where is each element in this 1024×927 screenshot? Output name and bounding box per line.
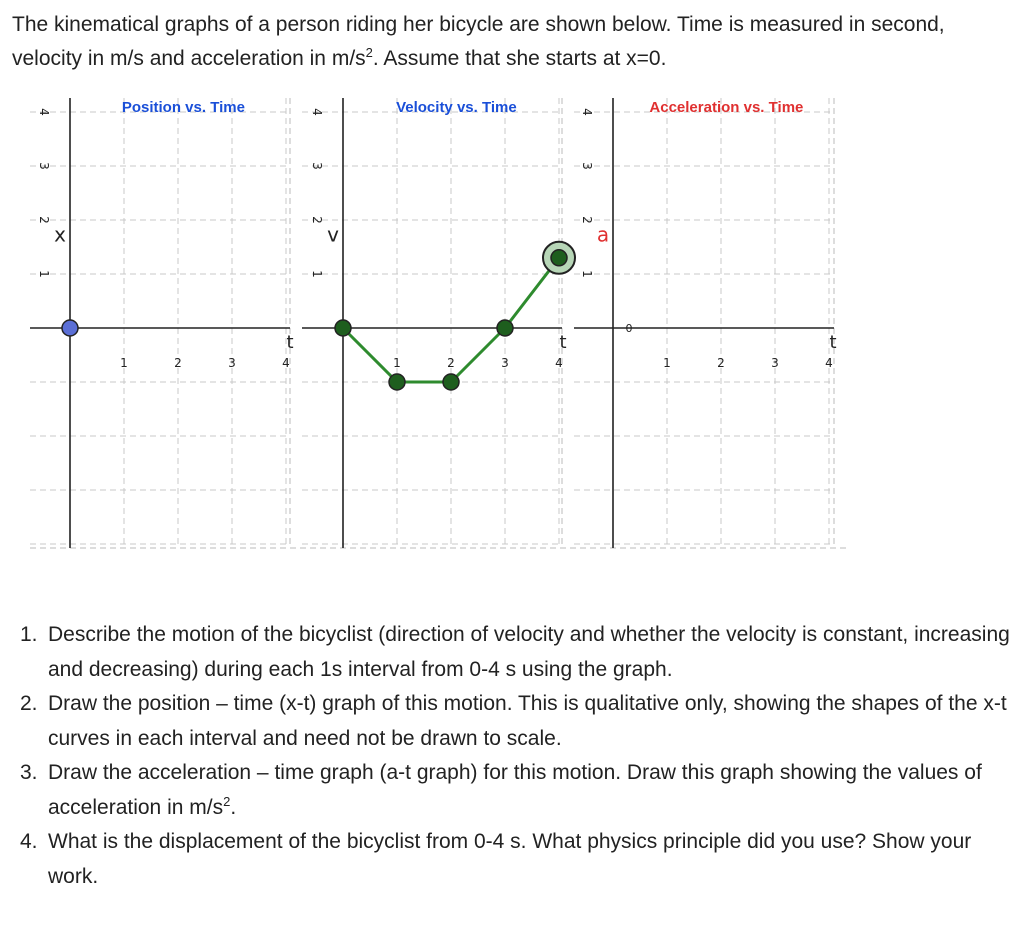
y-tick-label: 4 bbox=[580, 108, 594, 116]
y-tick-label: 2 bbox=[37, 216, 51, 224]
question-2 bbox=[20, 687, 1010, 756]
intro-superscript: 2 bbox=[365, 45, 373, 60]
x-tick-label: 3 bbox=[501, 356, 509, 370]
graph-title: Velocity vs. Time bbox=[396, 99, 517, 116]
question-text: Draw the position – time (x-t) graph of this motion. This is qualitative only, showing the shapes of the x-t curves in each interval and need not be drawn to scale. bbox=[48, 692, 1007, 750]
x-axis-label: t bbox=[286, 332, 294, 353]
data-point bbox=[389, 374, 405, 390]
x-tick-label: 2 bbox=[717, 356, 725, 370]
data-point bbox=[62, 320, 78, 336]
question-number: 3. bbox=[20, 761, 38, 784]
y-tick-label: 3 bbox=[37, 162, 51, 170]
intro-text: The kinematical graphs of a person riding her bicycle are shown below. Time is measured in second, velocity in m/s and acceleration in m/s bbox=[12, 13, 945, 70]
question-number: 2. bbox=[20, 692, 38, 715]
kinematics-graphs bbox=[30, 90, 850, 550]
origin-label: 0 bbox=[625, 322, 633, 335]
question-text: Describe the motion of the bicyclist (direction of velocity and whether the velocity is constant, increasing and decreasing) during each 1s interval from 0-4 s using the graph. bbox=[48, 623, 1010, 681]
question-text-end: . bbox=[230, 795, 237, 819]
graph-title: Acceleration vs. Time bbox=[649, 99, 804, 116]
y-tick-label: 1 bbox=[580, 270, 594, 278]
x-tick-label: 3 bbox=[771, 356, 779, 370]
x-tick-label: 4 bbox=[282, 356, 290, 370]
x-tick-label: 4 bbox=[555, 356, 563, 370]
y-tick-label: 2 bbox=[310, 216, 324, 224]
data-point bbox=[335, 320, 351, 336]
x-tick-label: 1 bbox=[120, 356, 128, 370]
y-tick-label: 3 bbox=[310, 162, 324, 170]
y-axis-label: v bbox=[327, 222, 339, 247]
question-4 bbox=[20, 825, 1010, 894]
x-tick-label: 4 bbox=[825, 356, 833, 370]
y-tick-label: 1 bbox=[310, 270, 324, 278]
graphs-svg bbox=[30, 90, 850, 550]
graph-title: Position vs. Time bbox=[121, 99, 245, 116]
intro-paragraph bbox=[12, 8, 1017, 76]
data-point bbox=[497, 320, 513, 336]
question-text: Draw the acceleration – time graph (a-t graph) for this motion. Draw this graph showing the values of acceleration in m/s bbox=[48, 761, 982, 819]
data-point bbox=[551, 250, 567, 266]
question-superscript: 2 bbox=[223, 793, 231, 809]
y-tick-label: 2 bbox=[580, 216, 594, 224]
x-tick-label: 2 bbox=[174, 356, 182, 370]
y-tick-label: 1 bbox=[37, 270, 51, 278]
y-tick-label: 4 bbox=[310, 108, 324, 116]
x-tick-label: 1 bbox=[393, 356, 401, 370]
y-tick-label: 3 bbox=[580, 162, 594, 170]
data-segment bbox=[343, 328, 397, 382]
y-axis-label: x bbox=[54, 222, 66, 247]
x-tick-label: 1 bbox=[663, 356, 671, 370]
x-tick-label: 2 bbox=[447, 356, 455, 370]
x-tick-label: 3 bbox=[228, 356, 236, 370]
question-number: 4. bbox=[20, 830, 38, 853]
question-1 bbox=[20, 618, 1010, 687]
data-segment bbox=[451, 328, 505, 382]
intro-text-end: . Assume that she starts at x=0. bbox=[372, 47, 667, 70]
y-axis-label: a bbox=[596, 222, 610, 247]
question-3 bbox=[20, 756, 1010, 825]
x-axis-label: t bbox=[559, 332, 567, 353]
question-text: What is the displacement of the bicyclist from 0-4 s. What physics principle did you use? Show your work. bbox=[48, 830, 972, 888]
y-tick-label: 4 bbox=[37, 108, 51, 116]
x-axis-label: t bbox=[829, 332, 837, 353]
question-number: 1. bbox=[20, 623, 38, 646]
data-point bbox=[443, 374, 459, 390]
question-list bbox=[20, 618, 1010, 894]
